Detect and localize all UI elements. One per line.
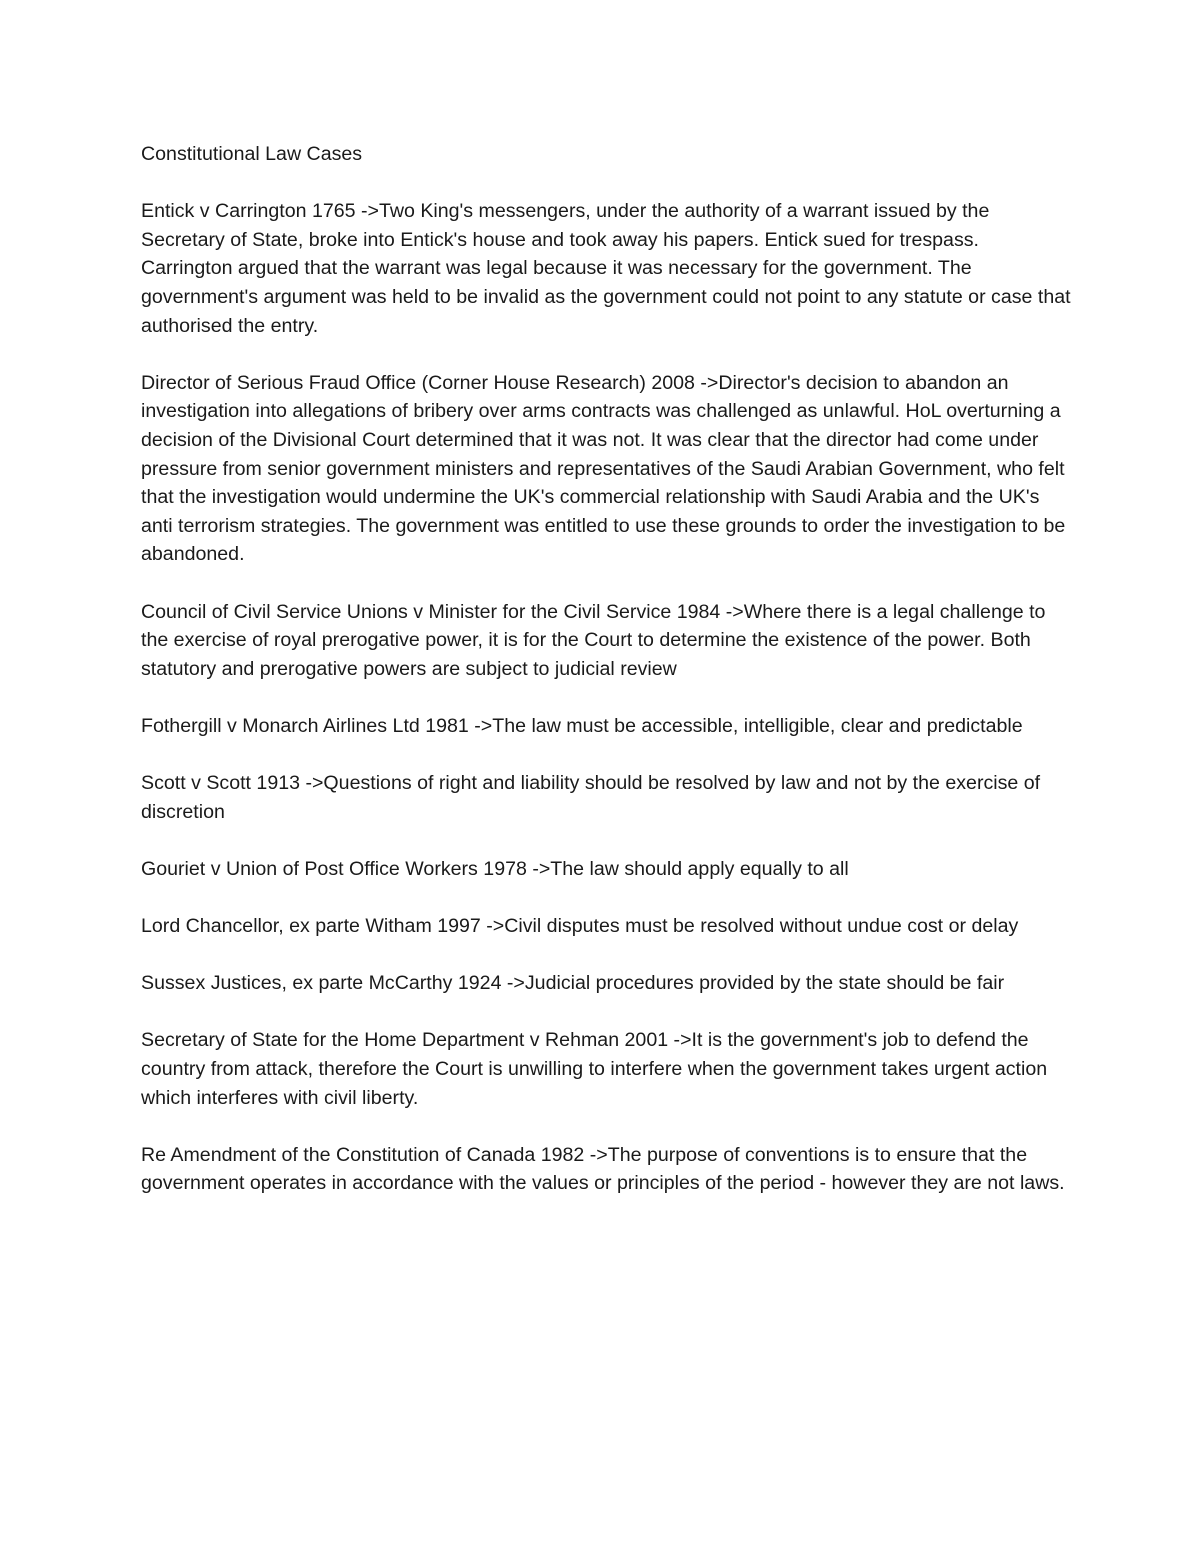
document-page <box>141 140 1071 1227</box>
case-entry-constitution-of-canada: Re Amendment of the Constitution of Canada 1982 ->The purpose of conventions is to ensure that the government operates in accordance with the values or principles of the period - however they are not laws. <box>141 1143 1065 1195</box>
case-entry-scott-v-scott: Scott v Scott 1913 ->Questions of right and liability should be resolved by law and not by the exercise of discretion <box>141 772 1041 823</box>
document-title: Constitutional Law Cases <box>141 143 363 165</box>
case-entry-rehman: Secretary of State for the Home Department v Rehman 2001 ->It is the government's job to defend the country from attack, therefore the Court is unwilling to interfere when the government takes urgent action which interferes with civil liberty. <box>141 1029 1048 1109</box>
case-entry-witham: Lord Chancellor, ex parte Witham 1997 ->Civil disputes must be resolved without undue cost or delay <box>141 915 1019 938</box>
case-entry-entick-v-carrington: Entick v Carrington 1765 ->Two King's messengers, under the authority of a warrant issued by the Secretary of State, broke into Entick's house and took away his papers. Entick sued for trespass. Carrington argued that the warrant was legal because it was necessary for the government. The government's argument was held to be invalid as the government could not point to any statute or case that authorised the entry. <box>141 200 1071 337</box>
case-entry-council-of-civil-service-unions: Council of Civil Service Unions v Minister for the Civil Service 1984 ->Where there is a legal challenge to the exercise of royal prerogative power, it is for the Court to determine the existence of the power. Both statutory and prerogative powers are subject to judicial review <box>141 600 1046 680</box>
case-entry-fothergill-v-monarch: Fothergill v Monarch Airlines Ltd 1981 ->The law must be accessible, intelligible, clear and predictable <box>141 714 1023 737</box>
case-entry-serious-fraud-office: Director of Serious Fraud Office (Corner House Research) 2008 ->Director's decision to abandon an investigation into allegations of bribery over arms contracts was challenged as unlawful. HoL overturning a decision of the Divisional Court determined that it was not. It was clear that the director had come under pressure from senior government ministers and representatives of the Saudi Arabian Government, who felt that the investigation would undermine the UK's commercial relationship with Saudi Arabia and the UK's anti terrorism strategies. The government was entitled to use these grounds to order the investigation to be abandoned. <box>141 371 1066 566</box>
case-entry-sussex-justices: Sussex Justices, ex parte McCarthy 1924 ->Judicial procedures provided by the state should be fair <box>141 972 1005 995</box>
case-entry-gouriet: Gouriet v Union of Post Office Workers 1978 ->The law should apply equally to all <box>141 857 849 880</box>
